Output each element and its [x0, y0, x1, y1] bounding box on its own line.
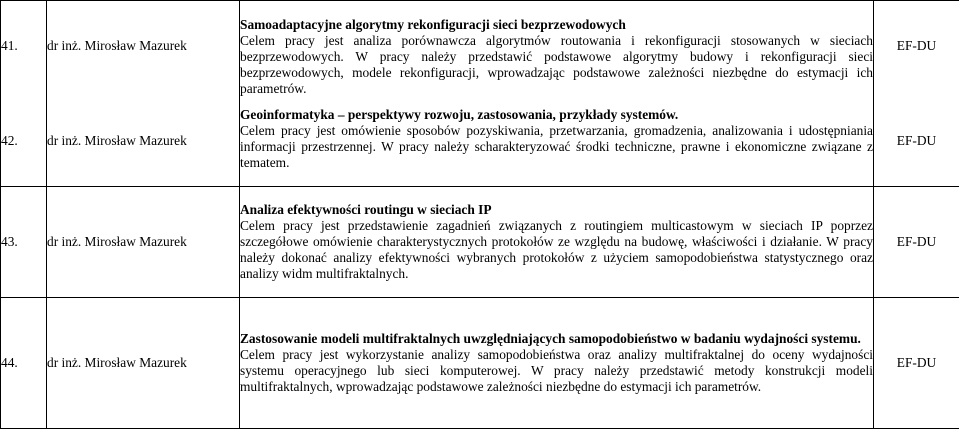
supervisor-name: dr inż. Mirosław Mazurek	[47, 38, 239, 54]
row-number: 44.	[1, 298, 47, 429]
supervisor-cell	[47, 1, 240, 187]
row-number: 43.	[1, 187, 47, 298]
thesis-description: Celem pracy jest przedstawienie zagadnień związanych z routingiem multicastowym w sieciach IP poprzez szczegółowe omówienie charakterystycznych protokołów ze względu na budowę, właściwości i działanie. W pracy należy dokonać analizy efektywności wybranych protokołów z użyciem samopodobieństwa statystycznego oraz analizy widm multifraktalnych.	[240, 218, 873, 282]
thesis-title: Analiza efektywności routingu w sieciach IP	[240, 202, 873, 218]
table-row	[1, 187, 959, 298]
supervisor-name: dr inż. Mirosław Mazurek	[47, 133, 239, 149]
row-number-cell	[1, 1, 47, 187]
thesis-description: Celem pracy jest wykorzystanie analizy samopodobieństwa oraz analizy multifraktalnej do oceny wydajności systemu operacyjnego lub sieci komputerowej. W pracy należy przedstawić metody konstrukcji modeli multifraktalnych, wprowadzając podstawowe zależności niezbędne do estymacji ich parametrów.	[240, 347, 873, 395]
supervisor-name: dr inż. Mirosław Mazurek	[47, 298, 240, 429]
thesis-cell	[240, 298, 874, 429]
supervisor-name: dr inż. Mirosław Mazurek	[47, 187, 240, 298]
thesis-title: Geoinformatyka – perspektywy rozwoju, zastosowania, przykłady systemów.	[240, 107, 873, 123]
thesis-title: Samoadaptacyjne algorytmy rekonfiguracji sieci bezprzewodowych	[240, 17, 873, 33]
department-code: EF-DU	[874, 133, 959, 149]
table-row	[1, 1, 959, 187]
thesis-cell	[240, 1, 874, 187]
row-number: 42.	[1, 133, 46, 149]
table-row	[1, 298, 959, 429]
thesis-description: Celem pracy jest omówienie sposobów pozyskiwania, przetwarzania, gromadzenia, analizowania i udostępniania informacji przestrzennej. W pracy należy scharakteryzować środki techniczne, prawne i ekonomiczne związane z tematem.	[240, 123, 873, 171]
department-code: EF-DU	[874, 187, 959, 298]
thesis-description: Celem pracy jest analiza porównawcza algorytmów routowania i rekonfiguracji stosowanych w sieciach bezprzewodowych. W pracy należy przedstawić podstawowe algorytmy budowy i rekonfiguracji sieci bezprzewodowych, modele rekonfiguracji, wprowadzając podstawowe zależności niezbędne do estymacji ich parametrów.	[240, 33, 873, 97]
department-code: EF-DU	[874, 38, 959, 54]
thesis-cell	[240, 187, 874, 298]
thesis-title: Zastosowanie modeli multifraktalnych uwzględniających samopodobieństwo w badaniu wydajności systemu.	[240, 331, 873, 347]
department-cell	[874, 1, 959, 187]
department-code: EF-DU	[874, 298, 959, 429]
row-number: 41.	[1, 38, 46, 54]
